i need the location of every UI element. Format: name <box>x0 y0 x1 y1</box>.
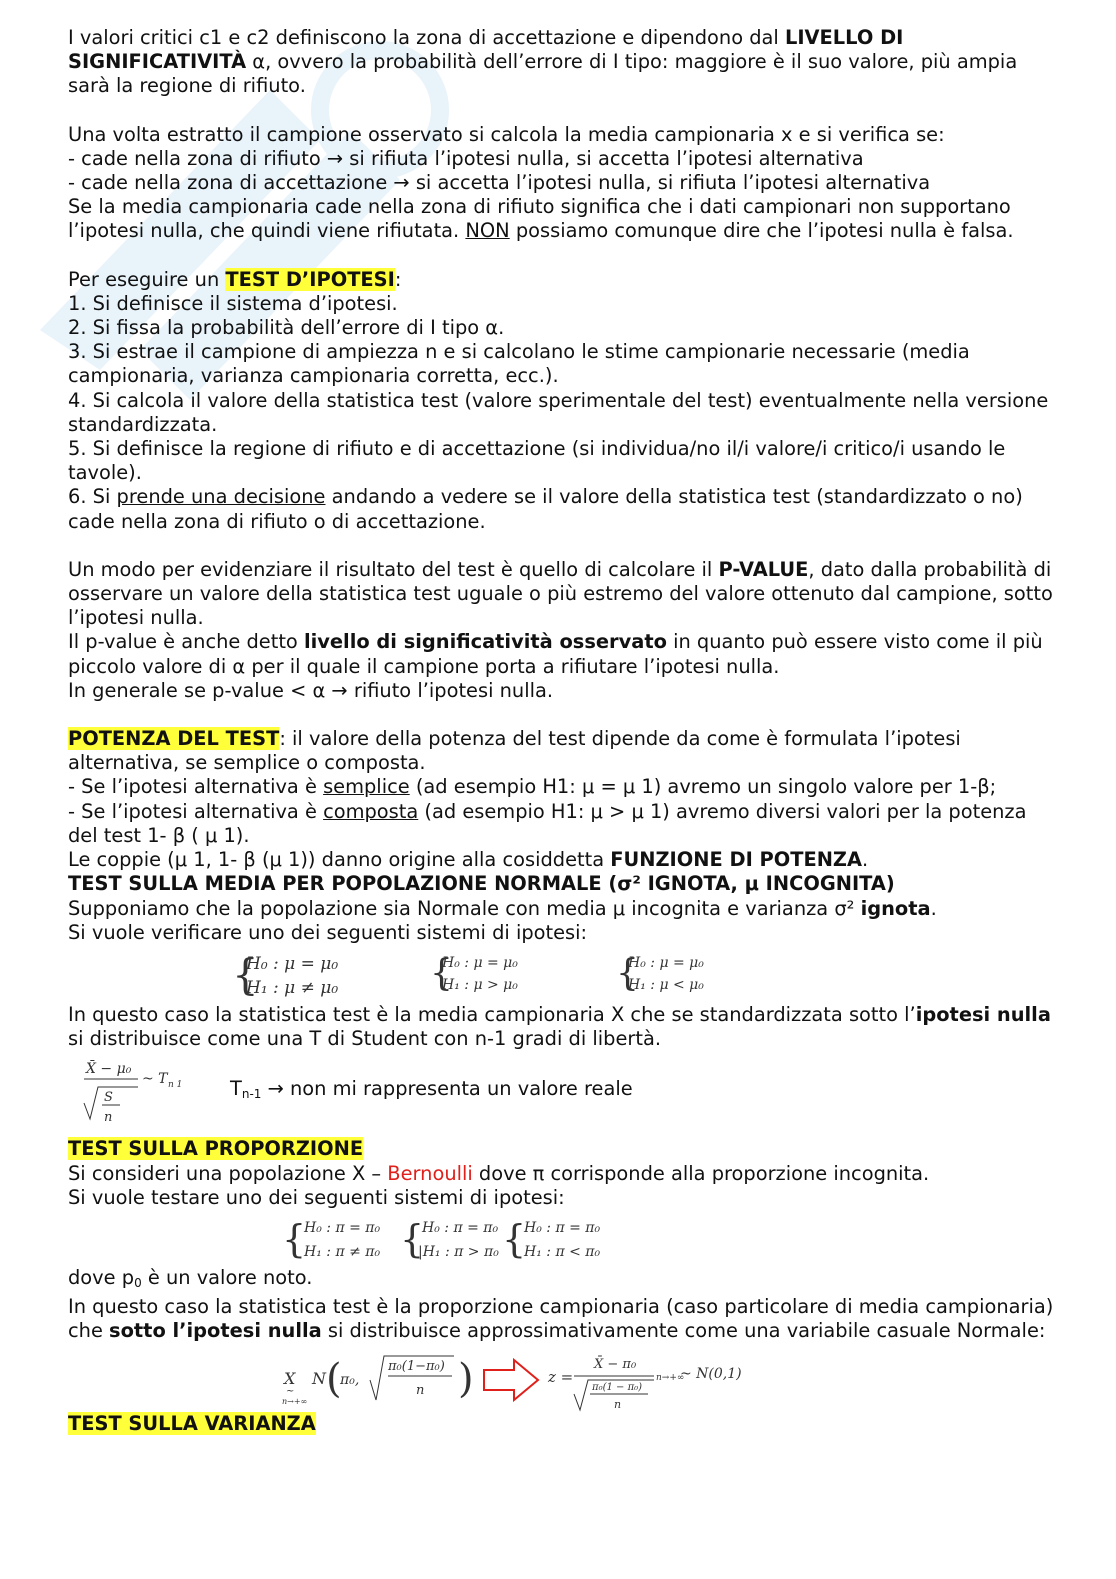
heading-test-proporzione: TEST SULLA PROPORZIONE <box>68 1137 364 1161</box>
svg-text:H₁ : π ≠ π₀: H₁ : π ≠ π₀ <box>304 1243 381 1260</box>
paragraph-t-statistic: In questo caso la statistica test è la media campionaria X che se standardizzata sotto l’ipotesi nulla si distribuisce come una T di Student con n-1 gradi di libertà. <box>68 1002 1051 1051</box>
paragraph-normal-population: Supponiamo che la popolazione sia Normale con media μ incognita e varianza σ² ignota. <box>68 896 937 920</box>
svg-text:n: n <box>416 1382 425 1398</box>
heading-potenza-del-test: POTENZA DEL TEST: il valore della potenza del test dipende da come è formulata l’ipotesi alternativa, se semplice o composta. <box>68 727 961 775</box>
list-item-accept: - cade nella zona di accettazione → si accetta l’ipotesi nulla, si rifiuta l’ipotesi alternativa <box>68 171 931 195</box>
svg-text:): ) <box>458 1355 474 1402</box>
svg-text:{: { <box>400 1216 425 1261</box>
proportion-normal-formula <box>68 1350 1058 1412</box>
svg-text:H₀ : π = π₀: H₀ : π = π₀ <box>422 1219 499 1236</box>
svg-text:H₁ : π < π₀: H₁ : π < π₀ <box>524 1243 601 1260</box>
svg-text:z =: z = <box>548 1367 574 1386</box>
list-item-step-5: 5. Si definisce la regione di rifiuto e di accettazione (si individua/no il/i valore/i critico/i usando le tavole). <box>68 437 1006 485</box>
svg-text:n: n <box>104 1110 113 1126</box>
svg-text:X̄ − π₀: X̄ − π₀ <box>594 1356 637 1372</box>
svg-text:|H₁ : π > π₀: |H₁ : π > π₀ <box>418 1243 499 1260</box>
svg-text:(: ( <box>326 1355 342 1402</box>
list-item-reject: - cade nella zona di rifiuto → si rifiuta l’ipotesi nulla, si accetta l’ipotesi alternativa <box>68 146 864 170</box>
svg-text:π₀(1 − π₀): π₀(1 − π₀) <box>592 1381 643 1393</box>
paragraph-p0-known: dove p0 è un valore noto. <box>68 1265 313 1290</box>
hypothesis-systems-mean <box>68 951 1058 999</box>
svg-text:{: { <box>430 952 453 994</box>
svg-text:n 1: n 1 <box>168 1080 183 1091</box>
t-note: Tn-1 → non mi rappresenta un valore reale <box>230 1077 633 1102</box>
proportion-normal-formula-image <box>68 1350 768 1412</box>
paragraph-sample-check: Una volta estratto il campione osservato si calcola la media campionaria x e si verifica se: <box>68 122 945 146</box>
paragraph-p-value: Un modo per evidenziare il risultato del test è quello di calcolare il P-VALUE, dato dalla probabilità di osservare un valore della statistica test uguale o più estremo del valore ottenuto dal campione, sotto l’ipotesi nulla. <box>68 557 1053 630</box>
svg-text:{: { <box>616 952 639 994</box>
paragraph-bernoulli: Si consideri una popolazione X – Bernoulli dove π corrisponde alla proporzione incognita. <box>68 1161 930 1185</box>
heading-test-media-normale: TEST SULLA MEDIA PER POPOLAZIONE NORMALE (σ² IGNOTA, μ INCOGNITA) <box>68 872 895 896</box>
paragraph-critical-values: I valori critici c1 e c2 definiscono la zona di accettazione e dipendono dal LIVELLO DI SIGNIFICATIVITÀ α, ovvero la probabilità dell’errore di I tipo: maggiore è il suo valore, più ampia sarà la regione di rifiuto. <box>68 26 1018 98</box>
svg-text:n→+∞: n→+∞ <box>282 1396 308 1406</box>
list-item-step-1: 1. Si definisce il sistema d’ipotesi. <box>68 291 398 315</box>
svg-text:H₁ : μ < μ₀: H₁ : μ < μ₀ <box>628 976 704 993</box>
svg-text:n→+∞: n→+∞ <box>656 1372 685 1383</box>
t-statistic-formula-image <box>80 1057 200 1129</box>
paragraph-significance-observed: Il p-value è anche detto livello di significatività osservato in quanto può essere visto come il più piccolo valore di α per il quale il campione porta a rifiutare l’ipotesi nulla. <box>68 630 1043 678</box>
svg-text:{: { <box>502 1216 527 1261</box>
svg-text:H₀ : π = π₀: H₀ : π = π₀ <box>524 1219 601 1236</box>
svg-text:{: { <box>232 950 259 999</box>
svg-text:H₀ : μ = μ₀: H₀ : μ = μ₀ <box>628 954 704 971</box>
svg-text:S: S <box>104 1090 113 1106</box>
t-student-formula <box>68 1055 1058 1129</box>
heading-test-ipotesi: Per eseguire un TEST D’IPOTESI: <box>68 267 402 291</box>
list-item-step-4: 4. Si calcola il valore della statistica test (valore sperimentale del test) eventualmente nella versione standardizzata. <box>68 388 1049 436</box>
heading-test-varianza: TEST SULLA VARIANZA <box>68 1411 316 1435</box>
svg-text:H₁ : μ ≠ μ₀: H₁ : μ ≠ μ₀ <box>246 977 339 998</box>
paragraph-p-value-rule: In generale se p-value < α → rifiuto l’ipotesi nulla. <box>68 678 554 702</box>
paragraph-rejection-meaning: Se la media campionaria cade nella zona di rifiuto significa che i dati campionari non supportano l’ipotesi nulla, che quindi viene rifiutata. NON possiamo comunque dire che l’ipotesi nulla è falsa. <box>68 195 1014 243</box>
svg-text:N: N <box>312 1368 326 1388</box>
svg-text:~ N(0,1): ~ N(0,1) <box>680 1365 742 1382</box>
hypothesis-systems-proportion <box>68 1212 1058 1264</box>
list-item-step-6: 6. Si prende una decisione andando a vedere se il valore della statistica test (standardizzato o no) cade nella zona di rifiuto o di accettazione. <box>68 485 1023 533</box>
svg-text:~ T: ~ T <box>142 1071 168 1088</box>
list-item-step-3: 3. Si estrae il campione di ampiezza n e si calcolano le stime campionarie necessarie (media campionaria, varianza campionaria corretta, ecc.). <box>68 340 970 388</box>
hypothesis-systems-mean-image <box>68 951 768 999</box>
hypothesis-systems-proportion-image <box>68 1212 768 1264</box>
svg-text:H₀ : π = π₀: H₀ : π = π₀ <box>304 1219 381 1236</box>
document-page <box>68 26 1058 1436</box>
paragraph-hypothesis-systems: Si vuole verificare uno dei seguenti sistemi di ipotesi: <box>68 920 588 944</box>
list-item-step-2: 2. Si fissa la probabilità dell’errore di I tipo α. <box>68 316 505 340</box>
paragraph-power-function: Le coppie (μ 1, 1- β (μ 1)) danno origine alla cosiddetta FUNZIONE DI POTENZA. <box>68 848 869 872</box>
svg-text:π₀(1−π₀): π₀(1−π₀) <box>388 1358 445 1374</box>
svg-text:n: n <box>614 1397 622 1411</box>
list-item-simple-alternative: - Se l’ipotesi alternativa è semplice (ad esempio H1: μ = μ 1) avremo un singolo valore per 1-β; <box>68 775 997 799</box>
paragraph-proportion-statistic: In questo caso la statistica test è la proporzione campionaria (caso particolare di media campionaria) che sotto l’ipotesi nulla si distribuisce approssimativamente come una variabile casuale Normale: <box>68 1295 1054 1343</box>
svg-text:~: ~ <box>286 1385 295 1397</box>
svg-text:H₀ : μ = μ₀: H₀ : μ = μ₀ <box>246 953 339 974</box>
svg-text:X: X <box>284 1368 296 1388</box>
svg-text:π₀,: π₀, <box>340 1371 360 1388</box>
list-item-composite-alternative: - Se l’ipotesi alternativa è composta (ad esempio H1: μ > μ 1) avremo diversi valori per la potenza del test 1- β ( μ 1). <box>68 799 1027 847</box>
paragraph-proportion-hypotheses: Si vuole testare uno dei seguenti sistemi di ipotesi: <box>68 1185 565 1209</box>
svg-text:X̄ − μ₀: X̄ − μ₀ <box>86 1061 132 1078</box>
svg-text:H₁ : μ > μ₀: H₁ : μ > μ₀ <box>442 976 518 993</box>
svg-text:H₀ : μ = μ₀: H₀ : μ = μ₀ <box>442 954 518 971</box>
svg-text:{: { <box>282 1216 307 1261</box>
